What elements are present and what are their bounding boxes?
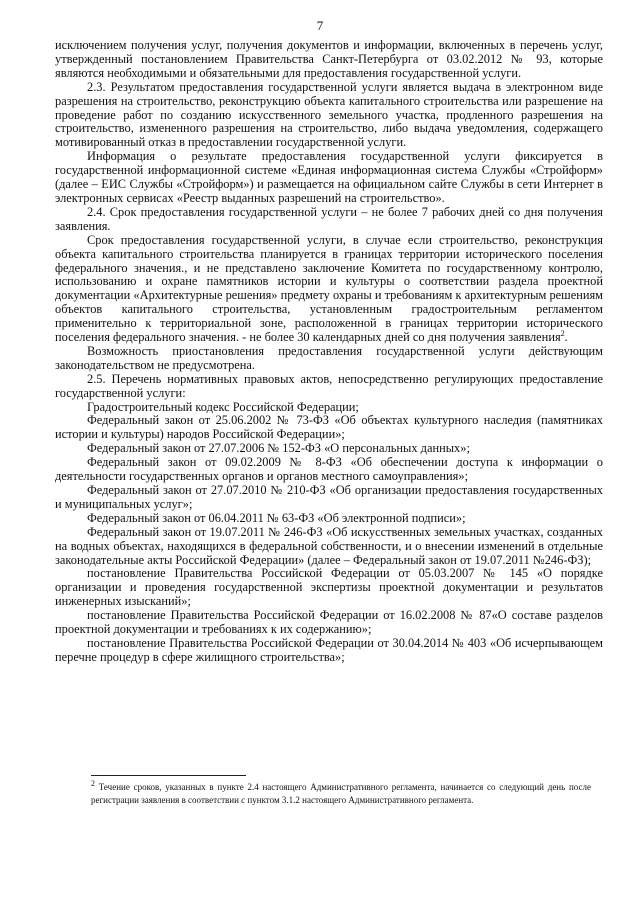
paragraph: Возможность приостановления предоставления государственной услуги действующим законодательством не предусмотрена. bbox=[55, 343, 603, 372]
paragraph: 2.4. Срок предоставления государственной услуги – не более 7 рабочих дней со дня получения заявления. bbox=[55, 204, 603, 233]
paragraph: Федеральный закон от 27.07.2006 № 152-ФЗ «О персональных данных»; bbox=[87, 441, 470, 456]
document-body bbox=[55, 39, 603, 665]
paragraph-text: Срок предоставления государственной услуги, в случае если строительство, реконструкция объекта капитального строительства планируется в границах территории исторического поселения федерального значения., и не представлено заключение Комитета по государственному контролю, использованию и охране памятников истории и культуры о соответствии раздела проектной документации «Архитектурные решения» предмету охраны и требованиям к архитектурным решениям объектов капитального строительства, установленным градостроительным регламентом применительно к территориальной зоне, расположенной в границах территории исторического поселения федерального значения. - не более 30 календарных дней со дня получения заявления bbox=[55, 232, 603, 345]
paragraph: постановление Правительства Российской Федерации от 30.04.2014 № 403 «Об исчерпывающем перечне процедур в сфере жилищного строительства»; bbox=[55, 635, 603, 664]
paragraph: Федеральный закон от 19.07.2011 № 246-ФЗ «Об искусственных земельных участках, созданных на водных объектах, находящихся в федеральной собственности, и о внесении изменений в отдельные законодательные акты Российской Федерации» (далее – Федеральный закон от 19.07.2011 №246-ФЗ); bbox=[55, 524, 603, 567]
footnote-marker: 2 bbox=[91, 779, 95, 788]
paragraph: Федеральный закон от 25.06.2002 № 73-ФЗ «Об объектах культурного наследия (памятниках истории и культуры) народов Российской Федерации»; bbox=[55, 413, 603, 442]
footnote-reference[interactable]: 2 bbox=[560, 328, 565, 338]
paragraph: 2.3. Результатом предоставления государственной услуги является выдача в электронном виде разрешения на строительство, реконструкцию объекта капитального строительства или разрешение на проведение работ по созданию искусственного земельного участка, продленного разрешения на строительство, измененного разрешения на строительство, либо выдача уведомления, содержащего мотивированный отказ в предоставлении государственной услуги. bbox=[55, 79, 603, 150]
paragraph: 2.5. Перечень нормативных правовых актов, непосредственно регулирующих предоставление государственной услуги: bbox=[55, 371, 603, 400]
paragraph: постановление Правительства Российской Федерации от 16.02.2008 № 87«О составе разделов проектной документации и требованиях к их содержанию»; bbox=[55, 608, 603, 637]
paragraph: исключением получения услуг, получения документов и информации, включенных в перечень услуг, утвержденный постановлением Правительства Санкт-Петербурга от 03.02.2012 № 93, которые являются необходимыми и обязательными для предоставления государственной услуги. bbox=[55, 38, 603, 80]
paragraph: Федеральный закон от 27.07.2010 № 210-ФЗ «Об организации предоставления государственных и муниципальных услуг»; bbox=[55, 483, 603, 511]
paragraph: Федеральный закон от 09.02.2009 № 8-ФЗ «Об обеспечении доступа к информации о деятельности государственных органов и органов местного самоуправления»; bbox=[55, 455, 603, 484]
paragraph: Информация о результате предоставления государственной услуги фиксируется в государственной информационной системе «Единая информационная система Службы «Стройформ» (далее – ЕИС Службы «Стройформ») и размещается на официальном сайте Службы в сети Интернет в электронных сервисах «Реестр выданных разрешений на строительство». bbox=[55, 149, 603, 205]
footnote-separator bbox=[91, 775, 246, 776]
paragraph: Федеральный закон от 06.04.2011 № 63-ФЗ «Об электронной подписи»; bbox=[87, 510, 466, 525]
footnote bbox=[91, 781, 591, 806]
paragraph: Градостроительный кодекс Российской Федерации; bbox=[87, 399, 359, 414]
paragraph: постановление Правительства Российской Федерации от 05.03.2007 № 145 «О порядке организации и проведения государственной экспертизы проектной документации и результатов инженерных изысканий»; bbox=[55, 566, 603, 609]
paragraph-with-footnote: Срок предоставления государственной услуги, в случае если строительство, реконструкция объекта капитального строительства планируется в границах территории исторического поселения федерального значения., и не представлено заключение Комитета по государственному контролю, использованию и охране памятников истории и культуры о соответствии раздела проектной документации «Архитектурные решения» предмету охраны и требованиям к архитектурным решениям объектов капитального строительства, установленным градостроительным регламентом применительно к территориальной зоне, расположенной в границах территории исторического поселения федерального значения. - не более 30 календарных дней со дня получения заявления$^2$. bbox=[55, 232, 603, 345]
page-number: 7 bbox=[316, 18, 324, 33]
footnote-text: Течение сроков, указанных в пункте 2.4 настоящего Административного регламента, начинается со следующий день после регистрации заявления в соответствии с пунктом 3.1.2 настоящего Административного регламента. bbox=[91, 782, 591, 805]
